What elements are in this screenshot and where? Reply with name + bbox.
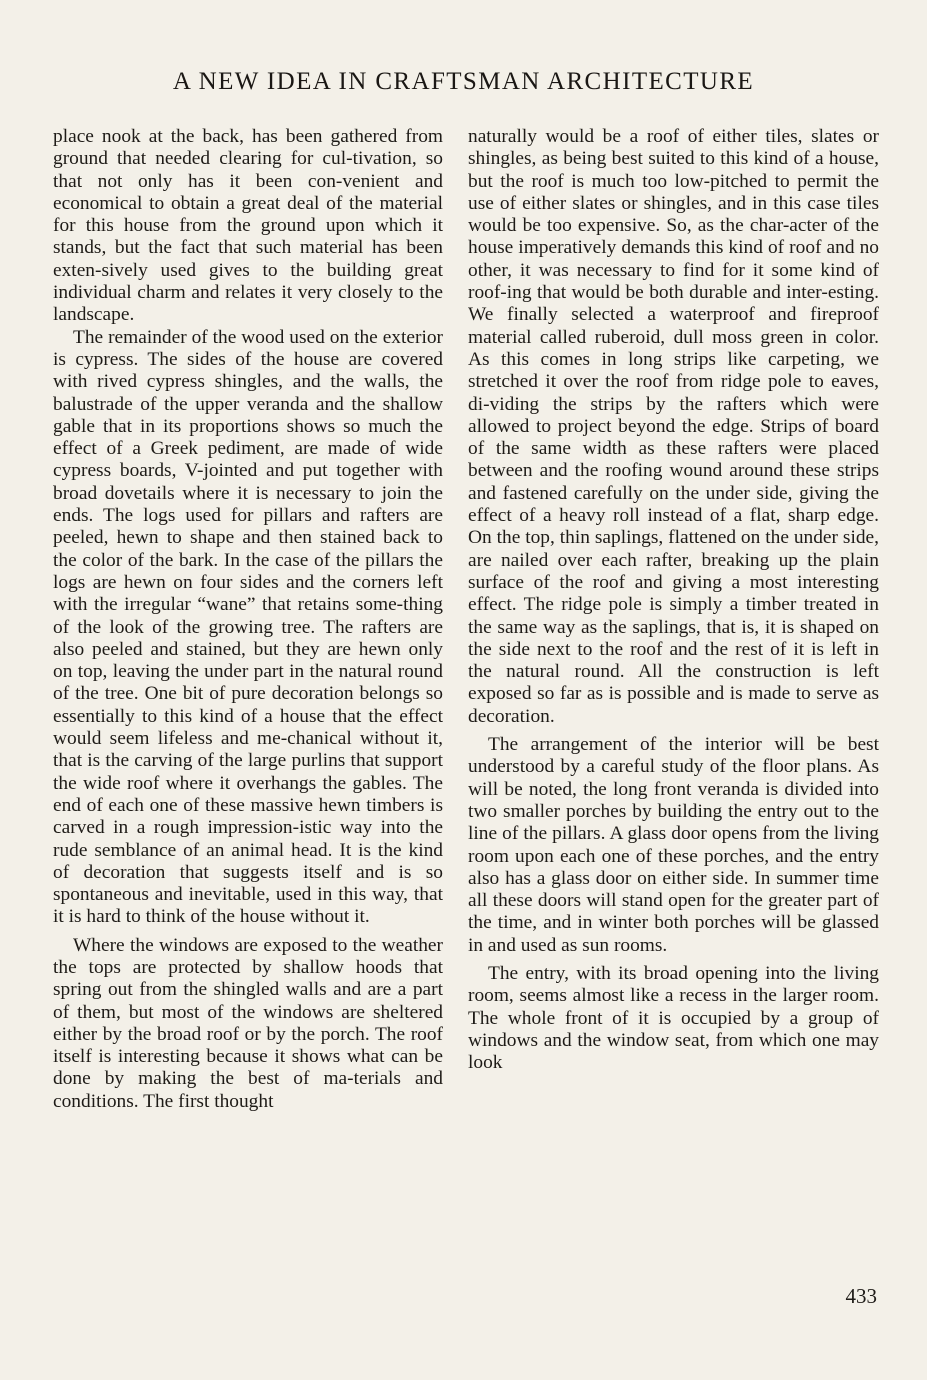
paragraph: The remainder of the wood used on the exterior is cypress. The sides of the house are covered with rived cypress shingles, and the walls, the balustrade of the upper veranda and the shallow gable that in its proportions shows so much the effect of a Greek pediment, are made of wide cypress boards, V-jointed and put together with broad dovetails where it is necessary to join the ends. The logs used for pillars and rafters are peeled, hewn to shape and then stained back to the color of the bark. In the case of the pillars the logs are hewn on four sides and the corners left with the irregular “wane” that retains some-thing of the look of the growing tree. The rafters are also peeled and stained, but they are hewn only on top, leaving the under part in the natural round of the tree. One bit of pure decoration belongs so essentially to this kind of a house that the effect would seem lifeless and me-chanical without it, that is the carving of the large purlins that support the wide roof where it overhangs the gables. The end of each one of these massive hewn timbers is carved in a rough impression-istic way into the rude semblance of an animal head. It is the kind of decoration that suggests itself and is so spontaneous and inevitable, used in this way, that it is hard to think of the house without it. xyxy=(53,326,443,928)
paragraph: The arrangement of the interior will be best understood by a careful study of the floor plans. As will be noted, the long front veranda is divided into two smaller porches by building the entry out to the line of the pillars. A glass door opens from the living room upon each one of these porches, and the entry also has a glass door on either side. In summer time all these doors will stand open for the greater part of the time, and in winter both porches will be glassed in and used as sun rooms. xyxy=(468,734,879,956)
left-column xyxy=(53,126,443,1113)
paragraph: place nook at the back, has been gathered from ground that needed clearing for cul-tivation, so that not only has it been con-venient and economical to obtain a great deal of the material for this house from the ground upon which it stands, but the fact that such material has been exten-sively used gives to the building great individual charm and relates it very closely to the landscape. xyxy=(53,126,443,326)
running-header: A NEW IDEA IN CRAFTSMAN ARCHITECTURE xyxy=(172,68,755,95)
paragraph: naturally would be a roof of either tiles, slates or shingles, as being best suited to this kind of a house, but the roof is much too low-pitched to permit the use of either slates or shingles, and in this case tiles would be too expensive. So, as the char-acter of the house imperatively demands this kind of roof and no other, it was necessary to find for it some kind of roof-ing that would be both durable and inter-esting. We finally selected a waterproof and fireproof material called ruberoid, dull moss green in color. As this comes in long strips like carpeting, we stretched it over the roof from ridge pole to eaves, di-viding the strips by the rafters which were allowed to project beyond the edge. Strips of board of the same width as these rafters were placed between and the roofing wound around these strips and fastened carefully on the under side, giving the effect of a heavy roll instead of a flat, sharp edge. On the top, thin saplings, flattened on the under side, are nailed over each rafter, breaking up the plain surface of the roof and giving a most interesting effect. The ridge pole is simply a timber treated in the same way as the saplings, that is, it is shaped on the side next to the roof and the rest of it is left in the natural round. All the construction is left exposed so far as is possible and is made to serve as decoration. xyxy=(468,126,879,727)
paragraph: The entry, with its broad opening into the living room, seems almost like a recess in the larger room. The whole front of it is occupied by a group of windows and the window seat, from which one may look xyxy=(468,962,879,1074)
right-column xyxy=(468,126,879,1074)
page-number: 433 xyxy=(845,1284,877,1308)
paragraph: Where the windows are exposed to the weather the tops are protected by shallow hoods that spring out from the shingled walls and are a part of them, but most of the windows are sheltered either by the broad roof or by the porch. The roof itself is interesting because it shows what can be done by making the best of ma-terials and conditions. The first thought xyxy=(53,934,443,1112)
